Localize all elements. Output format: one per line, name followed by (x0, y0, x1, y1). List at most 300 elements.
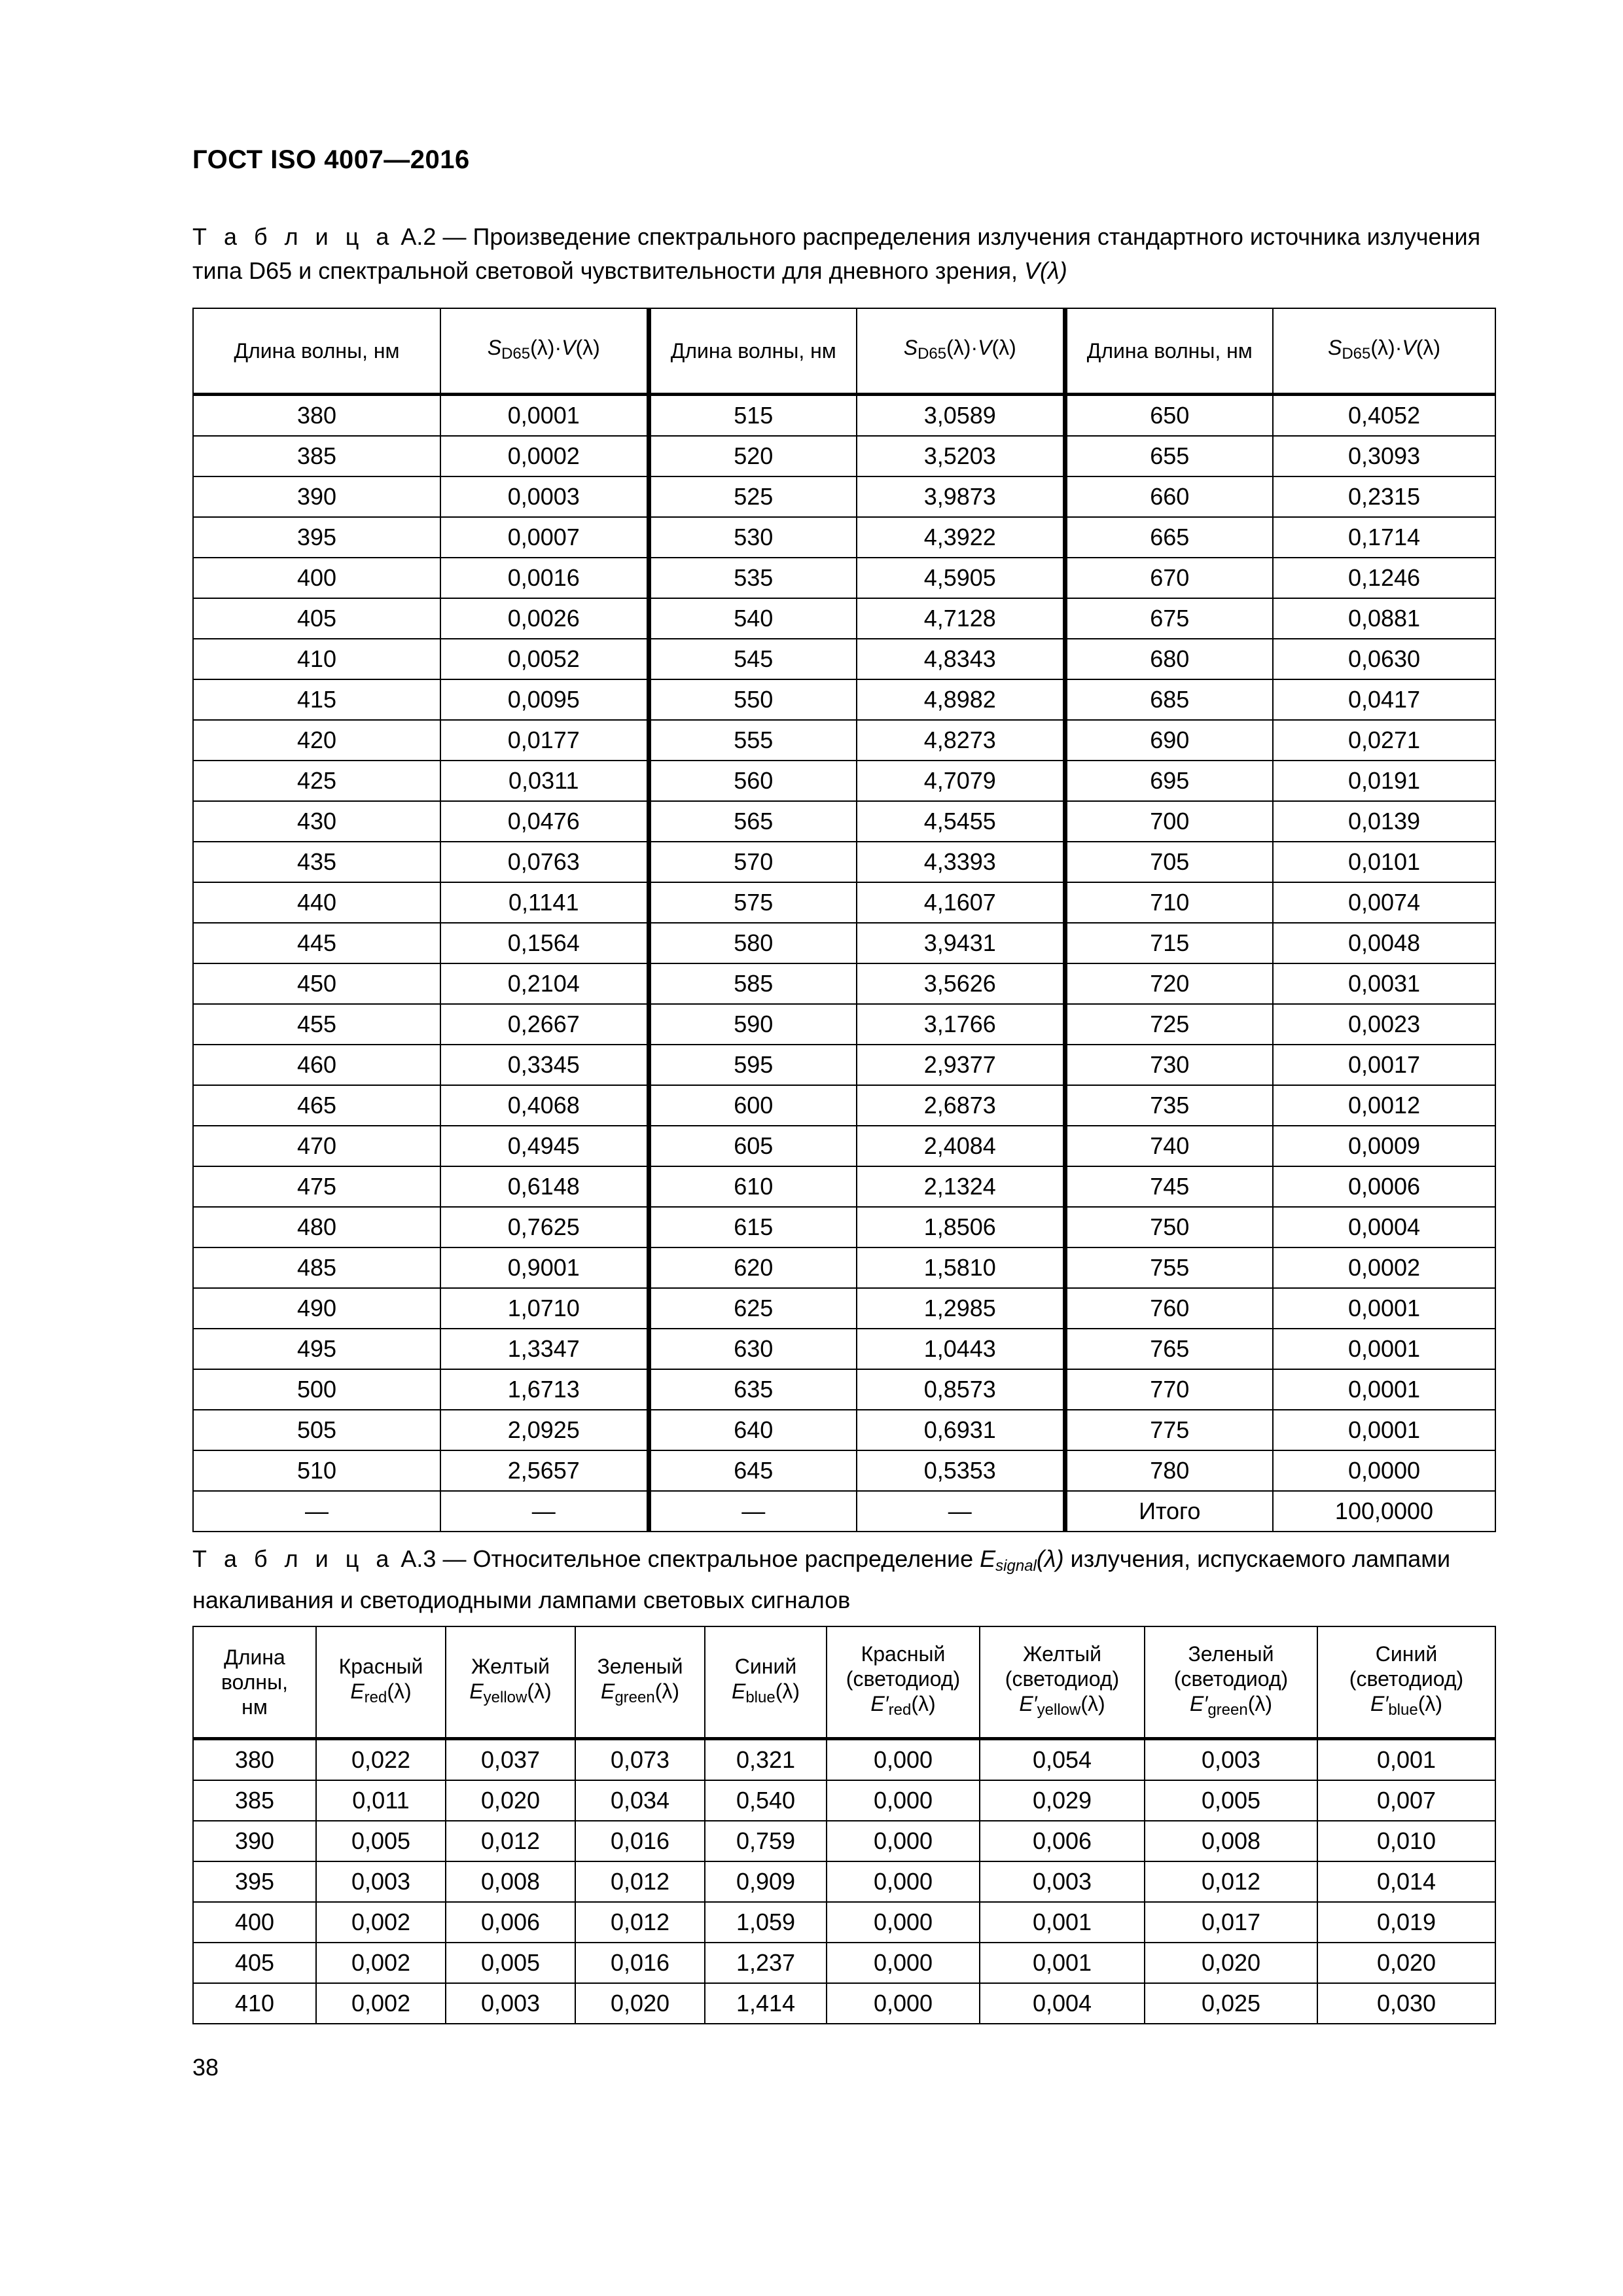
table-cell: — (193, 1491, 440, 1532)
table-cell: 770 (1065, 1369, 1273, 1410)
table-cell: 0,006 (446, 1902, 575, 1943)
table-cell: 0,006 (980, 1821, 1145, 1861)
table-cell: 100,0000 (1273, 1491, 1495, 1532)
table-cell: 0,0311 (440, 761, 649, 801)
column-header: Зеленый (светодиод) $E'_{green}(\lambda)$ (1145, 1626, 1317, 1739)
table-cell: 475 (193, 1166, 440, 1207)
table-cell: 595 (649, 1045, 857, 1085)
table-row (193, 1983, 1495, 2024)
table-cell: 395 (193, 1861, 316, 1902)
table-row (193, 1943, 1495, 1983)
table-cell: 0,4945 (440, 1126, 649, 1166)
table-cell: 735 (1065, 1085, 1273, 1126)
table-row (193, 598, 1495, 639)
caption-symbol: $E_{signal}(\lambda)$ (980, 1545, 1064, 1575)
column-header-wavelength: Длина волны, нм (193, 308, 440, 395)
table-cell: 500 (193, 1369, 440, 1410)
column-header: Красный (светодиод) $E'_{red}(\lambda)$ (827, 1626, 980, 1739)
table-cell: 720 (1065, 963, 1273, 1004)
table-cell: 380 (193, 1739, 316, 1781)
table-row (193, 761, 1495, 801)
table-cell: 4,3922 (857, 517, 1065, 558)
table-cell: 380 (193, 395, 440, 437)
page-number: 38 (192, 2054, 219, 2081)
table-cell: 0,0048 (1273, 923, 1495, 963)
table-cell: 745 (1065, 1166, 1273, 1207)
column-header: Синий $E_{blue}(\lambda)$ (705, 1626, 827, 1739)
table-cell: 435 (193, 842, 440, 882)
table-row (193, 1450, 1495, 1491)
table-cell: 0,1141 (440, 882, 649, 923)
table-cell: 0,020 (1145, 1943, 1317, 1983)
table-cell: 410 (193, 1983, 316, 2024)
column-header: Длина волны, нм (193, 1626, 316, 1739)
table-cell: 0,000 (827, 1861, 980, 1902)
table-cell: 0,012 (1145, 1861, 1317, 1902)
table-cell: 0,0016 (440, 558, 649, 598)
table-cell: 0,037 (446, 1739, 575, 1781)
table-cell: 0,001 (1317, 1739, 1495, 1781)
table-a2-body (193, 395, 1495, 1532)
table-cell: 605 (649, 1126, 857, 1166)
table-cell: 0,000 (827, 1943, 980, 1983)
table-cell: 0,017 (1145, 1902, 1317, 1943)
table-cell: 0,012 (446, 1821, 575, 1861)
table-cell: 610 (649, 1166, 857, 1207)
table-cell: 415 (193, 679, 440, 720)
table-cell: 0,0001 (1273, 1288, 1495, 1329)
table-cell: 0,000 (827, 1983, 980, 2024)
table-cell: 1,0443 (857, 1329, 1065, 1369)
table-cell: 0,0095 (440, 679, 649, 720)
table-cell: 0,000 (827, 1902, 980, 1943)
caption-text: — Относительное спектральное распределение (442, 1545, 974, 1572)
column-header-wavelength: Длина волны, нм (649, 308, 857, 395)
table-cell: 705 (1065, 842, 1273, 882)
table-cell: 1,0710 (440, 1288, 649, 1329)
table-row (193, 1739, 1495, 1781)
table-cell: 0,034 (575, 1780, 705, 1821)
table-cell: 390 (193, 1821, 316, 1861)
table-row (193, 1410, 1495, 1450)
table-cell: 420 (193, 720, 440, 761)
table-row (193, 842, 1495, 882)
table-cell: 1,2985 (857, 1288, 1065, 1329)
table-cell: 390 (193, 476, 440, 517)
table-cell: 640 (649, 1410, 857, 1450)
column-header: Красный $E_{red}(\lambda)$ (316, 1626, 446, 1739)
table-cell: 0,6931 (857, 1410, 1065, 1450)
table-cell: 0,0271 (1273, 720, 1495, 761)
table-cell: 385 (193, 1780, 316, 1821)
table-cell: 0,016 (575, 1943, 705, 1983)
table-cell: 620 (649, 1247, 857, 1288)
table-cell: 635 (649, 1369, 857, 1410)
table-cell: 0,0006 (1273, 1166, 1495, 1207)
table-cell: 0,000 (827, 1780, 980, 1821)
table-cell: 755 (1065, 1247, 1273, 1288)
table-row (193, 801, 1495, 842)
table-cell: 0,000 (827, 1821, 980, 1861)
table-cell: 4,7128 (857, 598, 1065, 639)
table-cell: 0,6148 (440, 1166, 649, 1207)
table-cell: 0,0881 (1273, 598, 1495, 639)
table-cell: 0,0763 (440, 842, 649, 882)
table-row (193, 1126, 1495, 1166)
table-cell: 485 (193, 1247, 440, 1288)
table-cell: 470 (193, 1126, 440, 1166)
table-cell: 0,073 (575, 1739, 705, 1781)
table-cell: 660 (1065, 476, 1273, 517)
table-cell: 0,002 (316, 1983, 446, 2024)
table-cell: 0,909 (705, 1861, 827, 1902)
caption-symbol: V(λ) (1024, 257, 1067, 284)
table-cell: 495 (193, 1329, 440, 1369)
table-cell: 0,0417 (1273, 679, 1495, 720)
table-row (193, 558, 1495, 598)
column-header-s-d65-v: $S_{D65}(\lambda)\cdot V(\lambda)$ (857, 308, 1065, 395)
table-cell: 0,003 (316, 1861, 446, 1902)
table-cell: 655 (1065, 436, 1273, 476)
table-cell: 650 (1065, 395, 1273, 437)
table-row (193, 395, 1495, 437)
table-cell: 2,0925 (440, 1410, 649, 1450)
table-cell: 4,8273 (857, 720, 1065, 761)
table-cell: 0,759 (705, 1821, 827, 1861)
table-cell: 550 (649, 679, 857, 720)
table-row (193, 1861, 1495, 1902)
table-cell: 680 (1065, 639, 1273, 679)
table-cell: 545 (649, 639, 857, 679)
table-cell: 4,7079 (857, 761, 1065, 801)
table-cell: 4,5455 (857, 801, 1065, 842)
table-cell: 0,0009 (1273, 1126, 1495, 1166)
table-cell: 665 (1065, 517, 1273, 558)
table-cell: 0,0000 (1273, 1450, 1495, 1491)
table-cell: 695 (1065, 761, 1273, 801)
table-cell: 1,237 (705, 1943, 827, 1983)
table-cell: 0,000 (827, 1739, 980, 1781)
table-cell: 525 (649, 476, 857, 517)
table-a2-header-row (193, 308, 1495, 395)
table-cell: 0,029 (980, 1780, 1145, 1821)
table-a3-header-row (193, 1626, 1495, 1739)
table-cell: 4,1607 (857, 882, 1065, 923)
table-cell: 0,0191 (1273, 761, 1495, 801)
table-cell: 0,0026 (440, 598, 649, 639)
table-cell: 0,0001 (1273, 1410, 1495, 1450)
table-cell: 0,005 (1145, 1780, 1317, 1821)
table-cell: 0,0476 (440, 801, 649, 842)
table-cell: 0,019 (1317, 1902, 1495, 1943)
table-cell: 3,5626 (857, 963, 1065, 1004)
table-cell: 0,0004 (1273, 1207, 1495, 1247)
table-cell: — (440, 1491, 649, 1532)
table-cell: 575 (649, 882, 857, 923)
table-cell: 0,004 (980, 1983, 1145, 2024)
table-cell: 0,020 (446, 1780, 575, 1821)
caption-text-continued: излучения, испускаемого лампами накаливания и светодиодными лампами световых сигналов (192, 1545, 1451, 1613)
table-cell: 460 (193, 1045, 440, 1085)
table-cell: 2,5657 (440, 1450, 649, 1491)
table-cell: 0,008 (446, 1861, 575, 1902)
caption-text: — Произведение спектрального распределения излучения стандартного источника излучения типа D65 и спектральной световой чувствительности для дневного зрения, (192, 223, 1481, 284)
table-cell: 2,1324 (857, 1166, 1065, 1207)
table-cell: 0,001 (980, 1902, 1145, 1943)
table-cell: 0,020 (1317, 1943, 1495, 1983)
table-row (193, 1902, 1495, 1943)
table-cell: 0,003 (980, 1861, 1145, 1902)
table-row (193, 882, 1495, 923)
table-cell: 430 (193, 801, 440, 842)
table-row (193, 476, 1495, 517)
table-cell: 1,5810 (857, 1247, 1065, 1288)
table-cell: 465 (193, 1085, 440, 1126)
table-cell: 400 (193, 558, 440, 598)
table-cell: 0,012 (575, 1861, 705, 1902)
table-cell: 2,4084 (857, 1126, 1065, 1166)
table-cell: 0,321 (705, 1739, 827, 1781)
table-row (193, 1821, 1495, 1861)
table-cell: 0,0001 (1273, 1329, 1495, 1369)
table-cell: 0,0139 (1273, 801, 1495, 842)
table-cell: 4,5905 (857, 558, 1065, 598)
table-cell: 675 (1065, 598, 1273, 639)
table-cell: 0,540 (705, 1780, 827, 1821)
table-row (193, 639, 1495, 679)
table-cell: 0,0074 (1273, 882, 1495, 923)
table-cell: 0,3093 (1273, 436, 1495, 476)
table-cell: 0,030 (1317, 1983, 1495, 2024)
table-cell: 0,016 (575, 1821, 705, 1861)
table-cell: 0,1246 (1273, 558, 1495, 598)
table-cell: 0,0003 (440, 476, 649, 517)
caption-label: Т а б л и ц а (192, 1545, 395, 1572)
table-cell: 700 (1065, 801, 1273, 842)
table-a2-caption (192, 220, 1495, 288)
table-cell: 405 (193, 598, 440, 639)
table-cell: 555 (649, 720, 857, 761)
table-cell: 615 (649, 1207, 857, 1247)
table-cell: 750 (1065, 1207, 1273, 1247)
table-cell: 3,9431 (857, 923, 1065, 963)
column-header-s-d65-v: $S_{D65}(\lambda)\cdot V(\lambda)$ (1273, 308, 1495, 395)
table-cell: 0,005 (316, 1821, 446, 1861)
table-cell: 690 (1065, 720, 1273, 761)
table-row (193, 1004, 1495, 1045)
table-cell: 0,7625 (440, 1207, 649, 1247)
table-cell: 425 (193, 761, 440, 801)
table-cell: 4,8982 (857, 679, 1065, 720)
table-cell: 2,6873 (857, 1085, 1065, 1126)
table-a2 (192, 308, 1496, 1532)
table-cell: 1,6713 (440, 1369, 649, 1410)
table-cell: 0,0002 (1273, 1247, 1495, 1288)
table-cell: 740 (1065, 1126, 1273, 1166)
table-cell: 530 (649, 517, 857, 558)
table-cell: 510 (193, 1450, 440, 1491)
table-cell: — (857, 1491, 1065, 1532)
column-header: Синий (светодиод) $E'_{blue}(\lambda)$ (1317, 1626, 1495, 1739)
table-cell: 560 (649, 761, 857, 801)
table-a3 (192, 1626, 1496, 2024)
table-cell: 0,002 (316, 1902, 446, 1943)
table-cell: 0,054 (980, 1739, 1145, 1781)
table-cell: 0,022 (316, 1739, 446, 1781)
table-row (193, 923, 1495, 963)
table-cell: 0,0052 (440, 639, 649, 679)
table-row (193, 679, 1495, 720)
table-cell: 0,010 (1317, 1821, 1495, 1861)
table-row (193, 1247, 1495, 1288)
table-row (193, 1045, 1495, 1085)
table-cell: 520 (649, 436, 857, 476)
table-cell: 0,0007 (440, 517, 649, 558)
table-cell: 505 (193, 1410, 440, 1450)
table-row (193, 1085, 1495, 1126)
table-cell: 685 (1065, 679, 1273, 720)
table-row (193, 963, 1495, 1004)
table-cell: 455 (193, 1004, 440, 1045)
column-header: Желтый (светодиод) $E'_{yellow}(\lambda)$ (980, 1626, 1145, 1739)
table-cell: 0,011 (316, 1780, 446, 1821)
column-header-wavelength: Длина волны, нм (1065, 308, 1273, 395)
table-cell: 480 (193, 1207, 440, 1247)
table-cell: 715 (1065, 923, 1273, 963)
table-cell: 0,005 (446, 1943, 575, 1983)
table-cell: 590 (649, 1004, 857, 1045)
document-header: ГОСТ ISO 4007—2016 (192, 145, 470, 174)
table-cell: 630 (649, 1329, 857, 1369)
table-cell: Итого (1065, 1491, 1273, 1532)
table-cell: 0,0177 (440, 720, 649, 761)
table-cell: 4,8343 (857, 639, 1065, 679)
table-cell: 490 (193, 1288, 440, 1329)
table-cell: 445 (193, 923, 440, 963)
table-cell: 0,0023 (1273, 1004, 1495, 1045)
table-cell: 670 (1065, 558, 1273, 598)
table-cell: 0,0002 (440, 436, 649, 476)
table-cell: 3,0589 (857, 395, 1065, 437)
table-cell: 440 (193, 882, 440, 923)
table-row (193, 1207, 1495, 1247)
table-cell: 0,0017 (1273, 1045, 1495, 1085)
table-cell: 0,014 (1317, 1861, 1495, 1902)
table-cell: 760 (1065, 1288, 1273, 1329)
table-cell: 1,3347 (440, 1329, 649, 1369)
table-cell: 0,0031 (1273, 963, 1495, 1004)
table-cell: 540 (649, 598, 857, 639)
table-cell: 3,9873 (857, 476, 1065, 517)
table-cell: 0,3345 (440, 1045, 649, 1085)
table-cell: 580 (649, 923, 857, 963)
table-cell: 450 (193, 963, 440, 1004)
table-cell: 0,2667 (440, 1004, 649, 1045)
table-row (193, 1166, 1495, 1207)
table-cell: 725 (1065, 1004, 1273, 1045)
table-cell: 0,003 (446, 1983, 575, 2024)
table-cell: 2,9377 (857, 1045, 1065, 1085)
table-cell: 0,0630 (1273, 639, 1495, 679)
table-row (193, 1491, 1495, 1532)
table-cell: 3,1766 (857, 1004, 1065, 1045)
table-cell: 0,020 (575, 1983, 705, 2024)
table-row (193, 436, 1495, 476)
table-cell: 0,012 (575, 1902, 705, 1943)
table-cell: 535 (649, 558, 857, 598)
column-header: Зеленый $E_{green}(\lambda)$ (575, 1626, 705, 1739)
table-cell: 585 (649, 963, 857, 1004)
table-cell: 565 (649, 801, 857, 842)
table-cell: 0,2315 (1273, 476, 1495, 517)
table-cell: 625 (649, 1288, 857, 1329)
table-cell: 0,1714 (1273, 517, 1495, 558)
caption-label: Т а б л и ц а (192, 223, 395, 250)
table-cell: 385 (193, 436, 440, 476)
table-cell: 0,9001 (440, 1247, 649, 1288)
table-cell: 0,4068 (440, 1085, 649, 1126)
table-cell: 0,025 (1145, 1983, 1317, 2024)
table-cell: 570 (649, 842, 857, 882)
caption-number: А.2 (401, 223, 437, 250)
table-cell: 730 (1065, 1045, 1273, 1085)
table-cell: 780 (1065, 1450, 1273, 1491)
table-cell: 4,3393 (857, 842, 1065, 882)
table-cell: 0,008 (1145, 1821, 1317, 1861)
table-cell: 0,2104 (440, 963, 649, 1004)
table-cell: 0,0001 (440, 395, 649, 437)
table-cell: 600 (649, 1085, 857, 1126)
table-cell: 0,4052 (1273, 395, 1495, 437)
table-cell: 0,5353 (857, 1450, 1065, 1491)
column-header: Желтый $E_{yellow}(\lambda)$ (446, 1626, 575, 1739)
table-cell: 1,414 (705, 1983, 827, 2024)
table-cell: 400 (193, 1902, 316, 1943)
table-row (193, 1369, 1495, 1410)
table-cell: 0,002 (316, 1943, 446, 1983)
table-cell: 0,1564 (440, 923, 649, 963)
table-cell: 0,0001 (1273, 1369, 1495, 1410)
table-cell: 0,001 (980, 1943, 1145, 1983)
table-cell: 0,0012 (1273, 1085, 1495, 1126)
table-cell: 0,007 (1317, 1780, 1495, 1821)
table-cell: 0,003 (1145, 1739, 1317, 1781)
table-cell: 410 (193, 639, 440, 679)
table-cell: 1,8506 (857, 1207, 1065, 1247)
table-cell: 0,8573 (857, 1369, 1065, 1410)
table-cell: 1,059 (705, 1902, 827, 1943)
caption-number: А.3 (401, 1545, 437, 1572)
table-cell: 710 (1065, 882, 1273, 923)
table-cell: 395 (193, 517, 440, 558)
table-cell: 775 (1065, 1410, 1273, 1450)
table-row (193, 1288, 1495, 1329)
table-a3-body (193, 1739, 1495, 2024)
table-a3-caption (192, 1542, 1495, 1617)
table-cell: 0,0101 (1273, 842, 1495, 882)
table-cell: 765 (1065, 1329, 1273, 1369)
table-cell: 3,5203 (857, 436, 1065, 476)
table-cell: — (649, 1491, 857, 1532)
table-row (193, 517, 1495, 558)
table-cell: 405 (193, 1943, 316, 1983)
table-cell: 645 (649, 1450, 857, 1491)
table-row (193, 1329, 1495, 1369)
table-row (193, 720, 1495, 761)
column-header-s-d65-v: $S_{D65}(\lambda)\cdot V(\lambda)$ (440, 308, 649, 395)
table-row (193, 1780, 1495, 1821)
table-cell: 515 (649, 395, 857, 437)
